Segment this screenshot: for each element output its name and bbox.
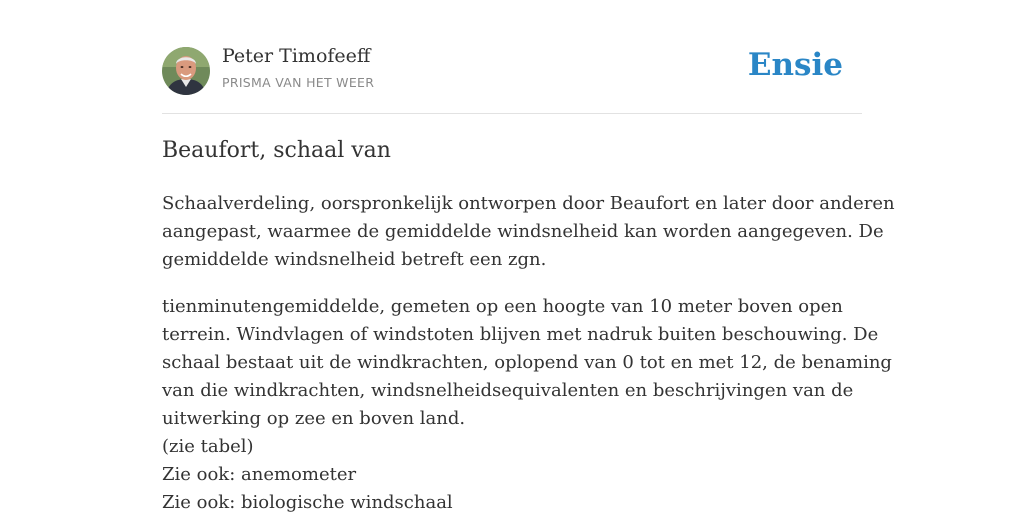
paragraph-1 bbox=[162, 190, 895, 274]
text-line: Zie ook: anemometer bbox=[162, 464, 357, 485]
text-line: aangepast, waarmee de gemiddelde windsnelheid kan worden aangegeven. De bbox=[162, 221, 884, 242]
article-body bbox=[162, 190, 895, 512]
text-line: gemiddelde windsnelheid betreft een zgn. bbox=[162, 249, 547, 270]
avatar-photo-icon bbox=[162, 47, 210, 95]
article-header bbox=[162, 0, 862, 114]
text-line: terrein. Windvlagen of windstoten blijven met nadruk buiten beschouwing. De bbox=[162, 324, 879, 345]
page-title: Beaufort, schaal van bbox=[162, 138, 391, 163]
text-line: van die windkrachten, windsnelheidsequivalenten en beschrijvingen van de bbox=[162, 380, 854, 401]
text-line: tienminutengemiddelde, gemeten op een hoogte van 10 meter boven open bbox=[162, 296, 843, 317]
text-line: Zie ook: biologische windschaal bbox=[162, 492, 453, 512]
paragraph-2 bbox=[162, 293, 892, 512]
content-container bbox=[162, 0, 895, 512]
text-line: (zie tabel) bbox=[162, 436, 254, 457]
author-name[interactable]: Peter Timofeeff bbox=[222, 45, 371, 67]
author-source[interactable]: PRISMA VAN HET WEER bbox=[222, 75, 375, 90]
text-line: schaal bestaat uit de windkrachten, oplopend van 0 tot en met 12, de benaming bbox=[162, 352, 892, 373]
text-line: uitwerking op zee en boven land. bbox=[162, 408, 466, 429]
brand-logo[interactable]: Ensie bbox=[747, 47, 843, 83]
text-line: Schaalverdeling, oorspronkelijk ontworpen door Beaufort en later door anderen bbox=[162, 193, 895, 214]
avatar[interactable] bbox=[162, 47, 210, 95]
